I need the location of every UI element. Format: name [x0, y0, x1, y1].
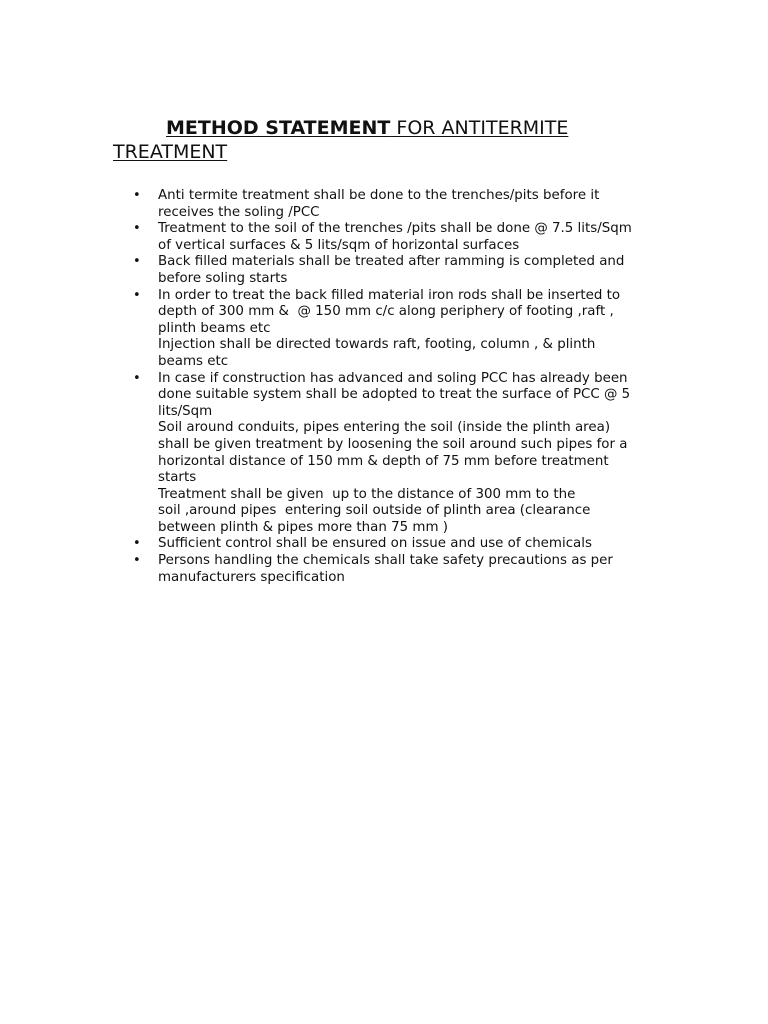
list-item-text-line: Soil around conduits, pipes entering the soil (inside the plinth area): [158, 420, 611, 436]
list-item-text-line: between plinth & pipes more than 75 mm ): [158, 519, 448, 535]
list-item-text-line: beams etc: [158, 353, 229, 369]
bullet-icon: •: [133, 221, 141, 237]
list-item-text-line: Sufficient control shall be ensured on issue and use of chemicals: [158, 536, 592, 552]
list-item-text-line: soil ,around pipes entering soil outside of plinth area (clearance: [158, 503, 591, 519]
list-item: [133, 553, 663, 586]
document-title: [113, 116, 673, 164]
list-item: [133, 188, 663, 221]
list-item: [133, 254, 663, 287]
list-item-text-line: starts: [158, 470, 197, 486]
list-item-text-line: shall be given treatment by loosening the soil around such pipes for a: [158, 436, 628, 452]
bullet-icon: •: [133, 188, 141, 203]
bullet-list: [133, 188, 663, 586]
list-item-text-line: Injection shall be directed towards raft, footing, column , & plinth: [158, 337, 596, 353]
list-item-text-line: Persons handling the chemicals shall take safety precautions as per: [158, 553, 613, 569]
list-item-text-line: of vertical surfaces & 5 lits/sqm of horizontal surfaces: [158, 237, 520, 253]
list-item-text-line: In case if construction has advanced and soling PCC has already been: [158, 370, 628, 386]
list-item: [133, 536, 663, 553]
list-item-text-line: In order to treat the back filled material iron rods shall be inserted to: [158, 287, 621, 303]
bullet-icon: •: [133, 254, 141, 270]
bullet-icon: •: [133, 536, 141, 552]
title-rest-part: FOR ANTITERMITE TREATMENT: [113, 117, 569, 163]
list-item: [133, 371, 663, 537]
list-item-text-line: Treatment shall be given up to the distance of 300 mm to the: [158, 486, 576, 502]
bullet-icon: •: [133, 287, 141, 303]
bullet-icon: •: [133, 553, 141, 569]
list-item-text-line: plinth beams etc: [158, 320, 271, 336]
bullet-icon: •: [133, 370, 141, 386]
list-item-text-line: manufacturers specification: [158, 569, 345, 585]
list-item-text-line: done suitable system shall be adopted to treat the surface of PCC @ 5: [158, 387, 631, 403]
list-item-text-line: Anti termite treatment shall be done to the trenches/pits before it: [158, 188, 600, 203]
list-item-text-line: receives the soling /PCC: [158, 204, 320, 220]
list-item: [133, 221, 663, 254]
list-item-text-line: before soling starts: [158, 270, 288, 286]
list-item-text-line: depth of 300 mm & @ 150 mm c/c along periphery of footing ,raft ,: [158, 304, 614, 320]
list-item-text-line: Back filled materials shall be treated after ramming is completed and: [158, 254, 625, 270]
list-item-text-line: lits/Sqm: [158, 403, 213, 419]
list-item-text-line: Treatment to the soil of the trenches /pits shall be done @ 7.5 lits/Sqm: [158, 221, 632, 237]
list-item: [133, 288, 663, 371]
title-bold-part: METHOD STATEMENT: [166, 117, 391, 139]
list-item-text-line: horizontal distance of 150 mm & depth of 75 mm before treatment: [158, 453, 609, 469]
